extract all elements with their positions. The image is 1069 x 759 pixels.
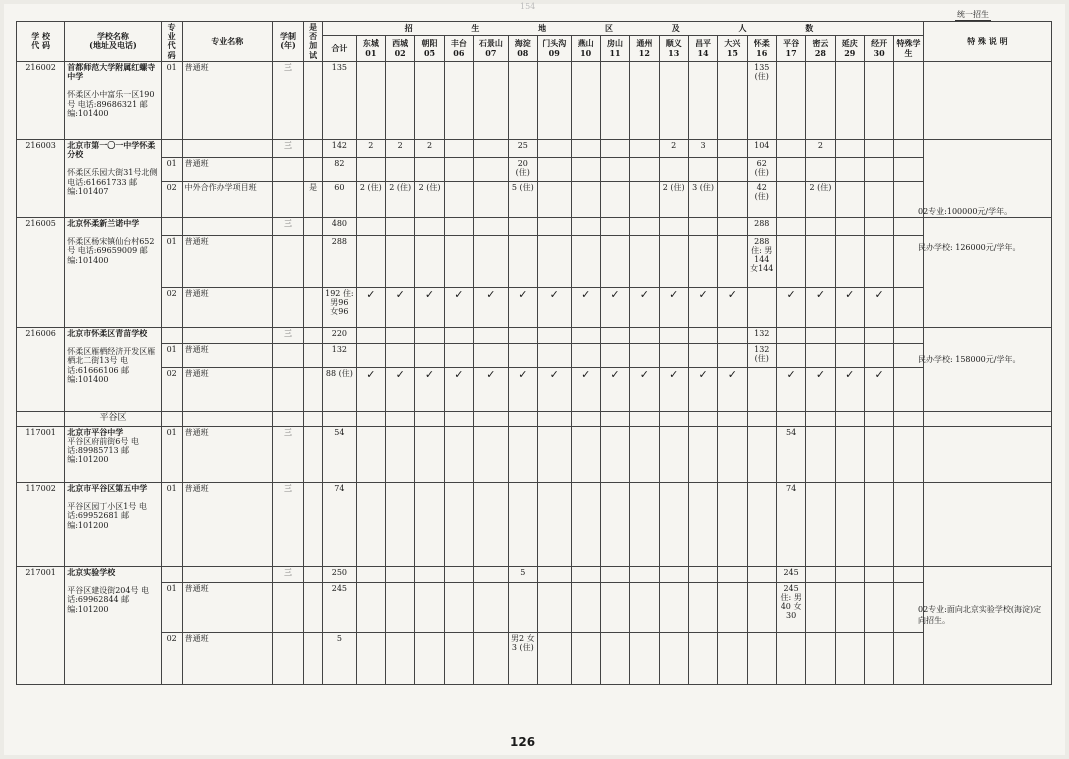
check-mark: ✓ xyxy=(864,367,893,411)
note-216006: 民办学校: 158000元/学年。 xyxy=(918,355,1021,364)
check-mark: ✓ xyxy=(508,367,537,411)
haidian-cell: 25 xyxy=(508,139,537,157)
huairou-cell: 132 (住) xyxy=(747,343,776,367)
special-notes-header: 特 殊 说 明 xyxy=(923,22,1051,62)
haidian-cell: 5 xyxy=(508,566,537,582)
check-mark: ✓ xyxy=(630,287,659,327)
check-mark: ✓ xyxy=(659,287,688,327)
huairou-cell: 288 住: 男144 女144 xyxy=(747,235,776,287)
pinggu-cell: 54 xyxy=(776,426,805,482)
district-header: 平谷 17 xyxy=(776,36,805,61)
district-header: 西城 02 xyxy=(386,36,415,61)
check-mark: ✓ xyxy=(718,287,747,327)
dongcheng-cell: 2 (住) xyxy=(356,181,385,217)
check-mark: ✓ xyxy=(356,367,385,411)
header-row-1 xyxy=(17,22,1052,36)
check-mark: ✓ xyxy=(444,367,473,411)
school-code: 216003 xyxy=(17,139,65,217)
special-students-header: 特殊学生 xyxy=(894,36,924,61)
pinggu-cell: 74 xyxy=(776,482,805,566)
major-code: 02 xyxy=(161,632,182,684)
major-code: 01 xyxy=(161,482,182,566)
major-name: 中外合作办学项目班 xyxy=(182,181,272,217)
table-row xyxy=(17,411,1052,426)
check-mark: ✓ xyxy=(415,287,444,327)
special-note xyxy=(923,426,1051,482)
major-name: 普通班 xyxy=(182,426,272,482)
check-mark: ✓ xyxy=(600,287,629,327)
table-row xyxy=(17,566,1052,582)
school-code: 216005 xyxy=(17,217,65,327)
check-mark: ✓ xyxy=(835,287,864,327)
total-cell: 132 xyxy=(323,343,357,367)
total-cell: 480 xyxy=(323,217,357,235)
school-code: 216006 xyxy=(17,327,65,411)
district-header: 通州 12 xyxy=(630,36,659,61)
district-header: 延庆 29 xyxy=(835,36,864,61)
changping-cell: 3 (住) xyxy=(688,181,717,217)
district-header: 顺义 13 xyxy=(659,36,688,61)
region-title: 平谷区 xyxy=(65,411,161,426)
check-mark: ✓ xyxy=(444,287,473,327)
major-name: 普通班 xyxy=(182,367,272,411)
check-mark: ✓ xyxy=(386,367,415,411)
table-row xyxy=(17,139,1052,157)
major-code-header: 专业代码 xyxy=(161,22,182,62)
note-217001: 02专业:面向北京实验学校(海淀)定向招生。 xyxy=(918,605,1042,625)
total-cell: 142 xyxy=(323,139,357,157)
duration: 三 xyxy=(272,566,303,582)
special-note xyxy=(923,327,1051,411)
total-header: 合计 xyxy=(323,36,357,61)
check-mark: ✓ xyxy=(474,287,509,327)
note-216003: 02专业:100000元/学年。 xyxy=(918,207,1013,216)
total-cell: 245 xyxy=(323,582,357,632)
check-mark: ✓ xyxy=(806,287,835,327)
major-name: 普通班 xyxy=(182,632,272,684)
major-name-header: 专业名称 xyxy=(182,22,272,62)
chaoyang-cell: 2 (住) xyxy=(415,181,444,217)
total-cell: 288 xyxy=(323,235,357,287)
huairou-cell: 62 (住) xyxy=(747,157,776,181)
check-mark: ✓ xyxy=(600,367,629,411)
major-code: 01 xyxy=(161,235,182,287)
school-info: 北京市平谷中学 平谷区府前街6号 电话:89985713 邮编:101200 xyxy=(65,426,161,482)
haidian-cell: 5 (住) xyxy=(508,181,537,217)
table-row xyxy=(17,157,1052,181)
xicheng-cell: 2 (住) xyxy=(386,181,415,217)
school-info: 首都师范大学附属红螺寺中学 怀柔区小中富乐一区190号 电话:89686321 邮编:101400 xyxy=(65,61,161,139)
miyun-cell: 2 xyxy=(806,139,835,157)
major-name: 普通班 xyxy=(182,287,272,327)
district-header: 门头沟 09 xyxy=(537,36,571,61)
special-note xyxy=(923,61,1051,139)
faint-mark: 154 xyxy=(520,2,536,11)
region-banner: 招 生 地 区 及 人 数 xyxy=(323,22,924,36)
table-row xyxy=(17,235,1052,287)
district-header: 房山 11 xyxy=(600,36,629,61)
total-cell: 54 xyxy=(323,426,357,482)
shunyi-cell: 2 (住) xyxy=(659,181,688,217)
miyun-cell: 2 (住) xyxy=(806,181,835,217)
check-mark: ✓ xyxy=(356,287,385,327)
check-mark: ✓ xyxy=(688,367,717,411)
table-row xyxy=(17,426,1052,482)
duration: 三 xyxy=(272,327,303,343)
district-header: 石景山 07 xyxy=(474,36,509,61)
check-mark: ✓ xyxy=(508,287,537,327)
duration: 三 xyxy=(272,139,303,157)
huairou-cell: 132 xyxy=(747,327,776,343)
total-cell: 82 xyxy=(323,157,357,181)
haidian-cell: 20 (住) xyxy=(508,157,537,181)
school-info: 北京怀柔新兰诺中学 怀柔区杨宋镇仙台村652号 电话:69659009 邮编:101400 xyxy=(65,217,161,327)
district-header: 海淀 08 xyxy=(508,36,537,61)
dongcheng-cell: 2 xyxy=(356,139,385,157)
note-216005: 民办学校: 126000元/学年。 xyxy=(918,243,1021,252)
total-cell: 74 xyxy=(323,482,357,566)
check-mark: ✓ xyxy=(864,287,893,327)
school-code: 117002 xyxy=(17,482,65,566)
major-code: 01 xyxy=(161,61,182,139)
total-cell: 192 住: 男96 女96 xyxy=(323,287,357,327)
table-row xyxy=(17,327,1052,343)
district-header: 朝阳 05 xyxy=(415,36,444,61)
table-row xyxy=(17,61,1052,139)
district-header: 东城 01 xyxy=(356,36,385,61)
district-header: 大兴 15 xyxy=(718,36,747,61)
table-row xyxy=(17,632,1052,684)
check-mark: ✓ xyxy=(386,287,415,327)
haidian-cell: 男2 女3 (住) xyxy=(508,632,537,684)
duration-header: 学制 (年) xyxy=(272,22,303,62)
pinggu-cell: 245 住: 男40 女30 xyxy=(776,582,805,632)
major-name: 普通班 xyxy=(182,482,272,566)
check-mark: ✓ xyxy=(718,367,747,411)
check-mark: ✓ xyxy=(537,367,571,411)
school-info: 北京市平谷区第五中学 平谷区园丁小区1号 电话:69952681 邮编:101200 xyxy=(65,482,161,566)
check-mark: ✓ xyxy=(474,367,509,411)
shunyi-cell: 2 xyxy=(659,139,688,157)
school-code: 117001 xyxy=(17,426,65,482)
school-info: 北京市第一〇一中学怀柔分校 怀柔区乐园大街31号北侧 电话:61661733 邮编:101407 xyxy=(65,139,161,217)
duration: 三 xyxy=(272,61,303,139)
check-mark: ✓ xyxy=(659,367,688,411)
enrollment-table xyxy=(16,21,1052,685)
top-right-label: 统一招生 xyxy=(957,10,989,19)
check-mark: ✓ xyxy=(776,367,805,411)
table-row xyxy=(17,217,1052,235)
major-name: 普通班 xyxy=(182,157,272,181)
huairou-cell: 135 (住) xyxy=(747,61,776,139)
check-mark: ✓ xyxy=(415,367,444,411)
total-cell: 5 xyxy=(323,632,357,684)
district-header: 怀柔 16 xyxy=(747,36,776,61)
major-name: 普通班 xyxy=(182,235,272,287)
total-cell: 88 (住) xyxy=(323,367,357,411)
major-code: 01 xyxy=(161,582,182,632)
major-code: 01 xyxy=(161,157,182,181)
extra-test-header: 是否加试 xyxy=(304,22,323,62)
major-name: 普通班 xyxy=(182,343,272,367)
special-note xyxy=(923,217,1051,327)
changping-cell: 3 xyxy=(688,139,717,157)
major-code: 01 xyxy=(161,426,182,482)
check-mark: ✓ xyxy=(571,367,600,411)
duration: 三 xyxy=(272,482,303,566)
huairou-cell: 42 (住) xyxy=(747,181,776,217)
extra-test xyxy=(304,61,323,139)
major-name: 普通班 xyxy=(182,61,272,139)
check-mark: ✓ xyxy=(571,287,600,327)
pinggu-cell: 245 xyxy=(776,566,805,582)
duration: 三 xyxy=(272,217,303,235)
school-info: 北京市怀柔区青苗学校 怀柔区雁栖经济开发区雁栖北二街13号 电话:61666106 邮编:101400 xyxy=(65,327,161,411)
major-code: 02 xyxy=(161,367,182,411)
school-code: 217001 xyxy=(17,566,65,684)
table-row xyxy=(17,343,1052,367)
total-cell: 60 xyxy=(323,181,357,217)
table-row xyxy=(17,482,1052,566)
check-mark: ✓ xyxy=(537,287,571,327)
major-code: 01 xyxy=(161,343,182,367)
total-cell: 135 xyxy=(323,61,357,139)
district-header: 燕山 10 xyxy=(571,36,600,61)
huairou-cell: 104 xyxy=(747,139,776,157)
check-mark: ✓ xyxy=(835,367,864,411)
xicheng-cell: 2 xyxy=(386,139,415,157)
school-name-header: 学校名称 (地址及电话) xyxy=(65,22,161,62)
major-code: 02 xyxy=(161,287,182,327)
district-header: 经开 30 xyxy=(864,36,893,61)
check-mark: ✓ xyxy=(630,367,659,411)
huairou-cell: 288 xyxy=(747,217,776,235)
check-mark: ✓ xyxy=(776,287,805,327)
chaoyang-cell: 2 xyxy=(415,139,444,157)
extra-test: 是 xyxy=(304,181,323,217)
duration: 三 xyxy=(272,426,303,482)
check-mark: ✓ xyxy=(688,287,717,327)
total-cell: 220 xyxy=(323,327,357,343)
school-code: 216002 xyxy=(17,61,65,139)
district-header: 昌平 14 xyxy=(688,36,717,61)
school-code-header: 学 校 代 码 xyxy=(17,22,65,62)
check-mark: ✓ xyxy=(806,367,835,411)
table-row xyxy=(17,287,1052,327)
total-cell: 250 xyxy=(323,566,357,582)
special-note xyxy=(923,482,1051,566)
major-code: 02 xyxy=(161,181,182,217)
major-name: 普通班 xyxy=(182,582,272,632)
page-number: 126 xyxy=(510,735,536,749)
table-row xyxy=(17,181,1052,217)
district-header: 密云 28 xyxy=(806,36,835,61)
district-header: 丰台 06 xyxy=(444,36,473,61)
table-row xyxy=(17,367,1052,411)
school-info: 北京实验学校 平谷区建设街204号 电话:69962844 邮编:101200 xyxy=(65,566,161,684)
table-row xyxy=(17,582,1052,632)
